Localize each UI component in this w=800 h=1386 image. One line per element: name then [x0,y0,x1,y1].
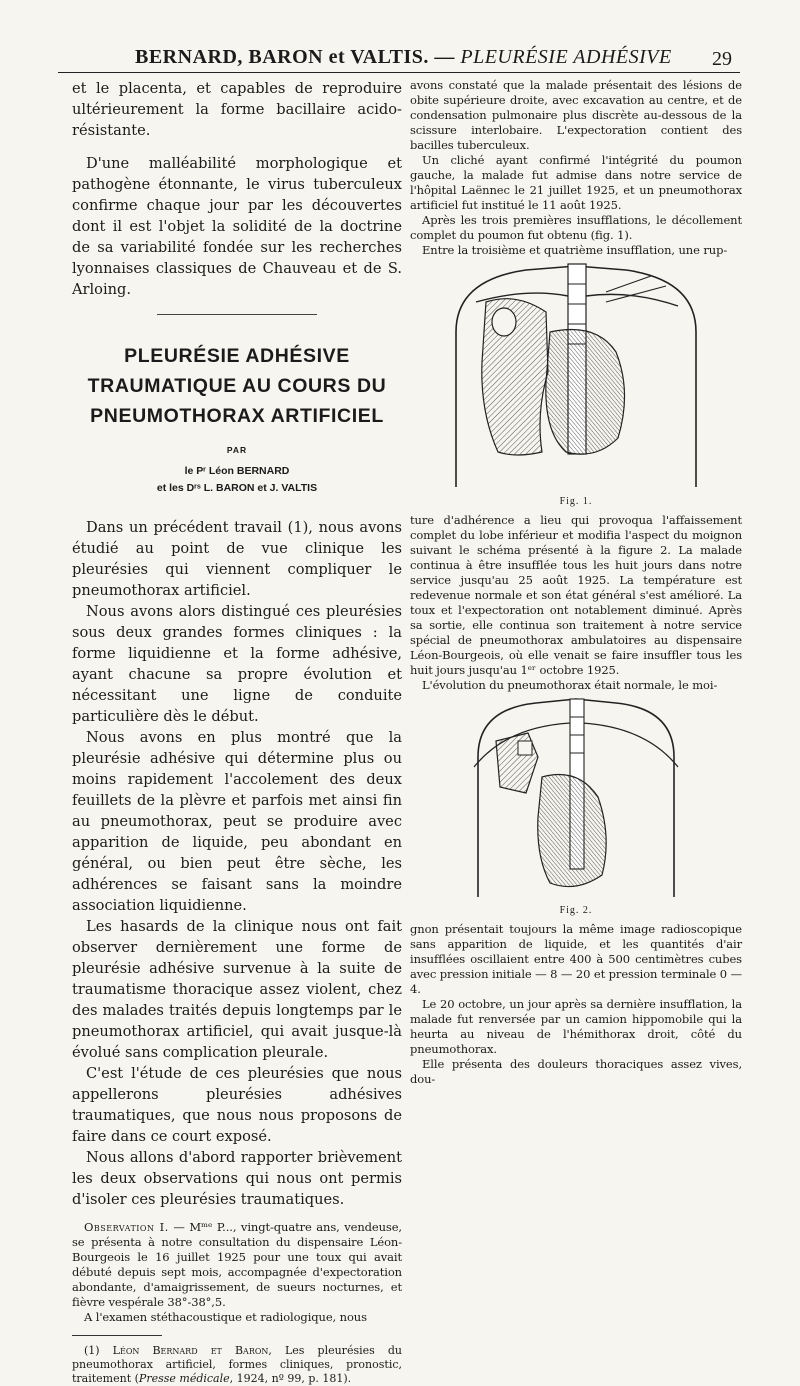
right-paragraph-2: Un cliché ayant confirmé l'intégrité du poumon gauche, la malade fut admise dans notre service de l'hôpital Laënnec le 21 juillet 1925, et un pneumothorax artificiel fut institué le 11 août 1925. [410,153,742,212]
footnote-citation: , 1924, nº 99, p. 181). [229,1372,352,1385]
figure-1 [410,262,742,507]
article-title-line-2: TRAUMATIQUE AU COURS DU [87,375,387,397]
left-column [72,78,402,1386]
body-paragraph-4: Les hasards de la clinique nous ont fait observer dernièrement une forme de pleurésie adhésive survenue à la suite de traumatisme thoracique assez violent, chez des malades traités depuis longtemps par le pneumothorax artificiel, qui avait jusque-là évolué sans complication pleurale. [72,918,402,1061]
article-title [72,341,402,431]
body-paragraph-2: Nous avons alors distingué ces pleurésies sous deux grandes formes cliniques : la forme liquidienne et la forme adhésive, ayant chacune sa propre évolution et nécessitant une ligne de conduite particulière dès le début. [72,603,402,725]
footnote-text: Les pleurésies du pneumothorax artificiel, formes cliniques, pronostic, traitement ( [72,1344,402,1385]
footnote-journal: Presse médicale [138,1372,230,1385]
body-paragraph-5: C'est l'étude de ces pleurésies que nous appellerons pleurésies adhésives traumatiques, que nous nous proposons de faire dans ce court exposé. [72,1065,402,1145]
intro-paragraph-1: et le placenta, et capables de reproduire ultérieurement la forme bacillaire acido-résistante. [72,80,402,139]
article-title-line-3: PNEUMOTHORAX ARTIFICIEL [90,405,384,427]
cavity [492,308,516,336]
figure-1-diagram [446,262,706,494]
running-head [135,46,672,69]
section-divider [157,314,317,315]
body-paragraph-6: Nous allons d'abord rapporter brièvement les deux observations qui nous ont permis d'isoler ces pleurésies traumatiques. [72,1149,402,1208]
right-paragraph-4: Entre la troisième et quatrième insufflation, une rup- [422,243,728,257]
right-paragraph-5: ture d'adhérence a lieu qui provoqua l'affaissement complet du lobe inférieur et modifia l'aspect du moignon suivant le schéma présenté à la figure 2. La malade continua à être insufflée tous les huit jours dans notre service jusqu'au 25 août 1925. La température est redevenue normale et son état général s'est amélioré. La toux et l'expectoration ont notablement diminué. Après sa sortie, elle continua son traitement à notre service spécial de pneumothorax ambulatoires au dispensaire Léon-Bourgeois, où elle venait se faire insuffler tous les huit jours jusqu'au 1ᵉʳ octobre 1925. [410,513,742,677]
right-paragraph-8: Le 20 octobre, un jour après sa dernière insufflation, la malade fut renversée par un camion hippomobile qui la heurta au niveau de l'hémithorax droit, côté du pneumothorax. [410,997,742,1056]
page-number: 29 [712,48,732,70]
byline-line-2: et les Dʳˢ L. BARON et J. VALTIS [156,482,318,494]
running-head-authors: BERNARD, BARON et VALTIS. — [135,46,455,68]
figure-2-diagram [466,697,686,903]
right-paragraph-6: L'évolution du pneumothorax était normale, le moi- [422,678,718,692]
intro-paragraph-2: D'une malléabilité morphologique et pathogène étonnante, le virus tuberculeux confirme chaque jour par les découvertes dont il est l'objet la solidité de la doctrine de sa variabilité fondée sur les recherches lyonnaises classiques de Chauveau et de S. Arloing. [72,155,402,298]
figure-1-caption: Fig. 1. [559,496,593,507]
footnote-marker: (1) [84,1344,113,1357]
byline-line-1: le Pʳ Léon BERNARD [184,465,290,477]
right-paragraph-1: avons constaté que la malade présentait des lésions de obite supérieure droite, avec excavation au centre, et de condensation pulmonaire plus discrète au-dessous de la scissure interlobaire. L'expectoration contient des bacilles tuberculeux. [410,78,742,152]
running-head-title: PLEURÉSIE ADHÉSIVE [460,46,672,68]
observation-paragraph-2: A l'examen stéthacoustique et radiologique, nous [84,1310,367,1324]
heart-shadow-2 [538,775,606,887]
footnote-rule [72,1335,162,1336]
observation-text: — Mᵐᵉ P..., vingt-quatre ans, vendeuse, se présenta à notre consultation du dispensaire Léon-Bourgeois le 16 juillet 1925 pour une toux qui avait débuté depuis sept mois, accompagnée d'expectoration abondante, d'amaigrissement, de sueurs nocturnes, et fièvre vespérale 38°-38°,5. [72,1220,402,1309]
right-paragraph-3: Après les trois premières insufflations, le décollement complet du poumon fut obtenu (fig. 1). [410,213,742,242]
figure-2 [410,697,742,916]
body-paragraph-3: Nous avons en plus montré que la pleurésie adhésive qui détermine plus ou moins rapidement l'accolement des deux feuillets de la plèvre et parfois met ainsi fin au pneumothorax, peut se produire avec apparition de liquide, peu abondant en général, ou bien peut être sèche, les adhérences se faisant sans la moindre association liquidienne. [72,729,402,914]
heart-shadow [546,330,625,455]
article-title-line-1: PLEURÉSIE ADHÉSIVE [124,345,350,367]
body-paragraph-1: Dans un précédent travail (1), nous avons étudié au point de vue clinique les pleurésies qui viennent compliquer le pneumothorax artificiel. [72,519,402,599]
right-paragraph-9: Elle présenta des douleurs thoraciques assez vives, dou- [410,1057,742,1086]
observation-paragraph [72,1220,402,1310]
figure-2-caption: Fig. 2. [559,905,593,916]
header-rule [58,72,740,73]
footnote [72,1344,402,1386]
byline-par: PAR [226,445,248,455]
observation-label: Observation I. [84,1220,169,1234]
running-header [0,44,800,74]
clavicle-right [586,294,678,306]
cavity-2 [518,741,532,755]
right-column [410,78,742,1087]
right-paragraph-7: gnon présentait toujours la même image radioscopique sans apparition de liquide, et les quantités d'air insufflées oscillaient entre 400 à 500 centimètres cubes avec pression initiale — 8 — 20 et pression terminale 0 — 4. [410,922,742,996]
footnote-authors: Léon Bernard et Baron, [112,1344,272,1357]
